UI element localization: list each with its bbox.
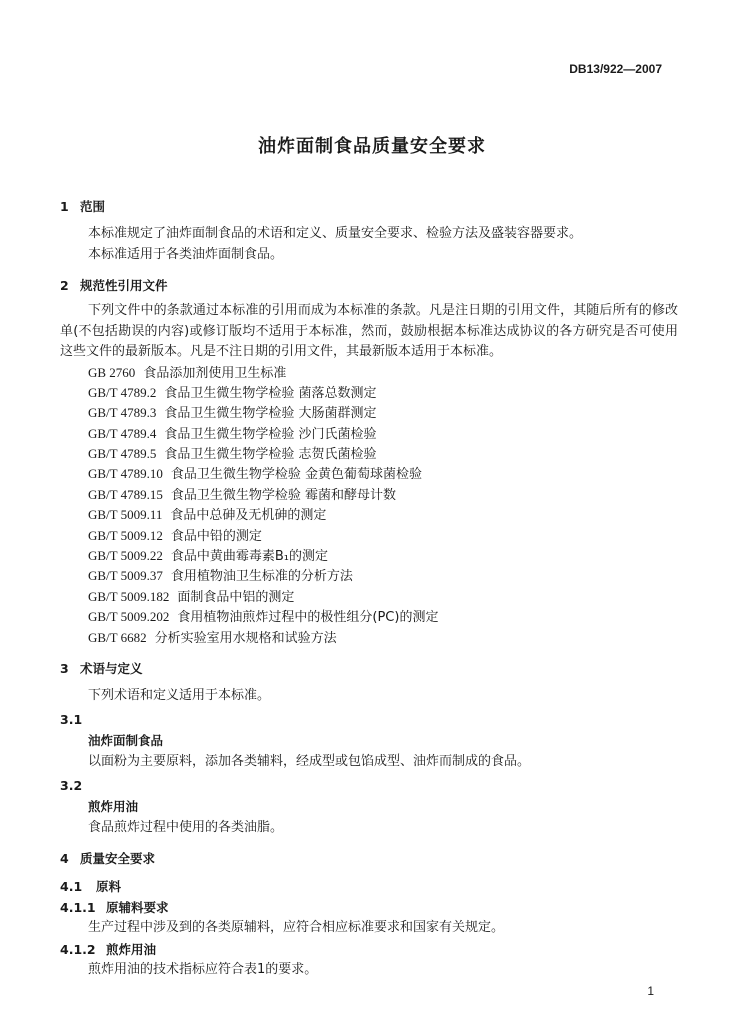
term-definition: 食品煎炸过程中使用的各类油脂。	[88, 820, 284, 836]
section-number: 2	[60, 278, 69, 293]
reference-item: GB/T 4789.5 食品卫生微生物学检验 志贺氏菌检验	[88, 446, 377, 463]
term-number: 3.2	[60, 778, 83, 794]
scope-paragraph-1: 本标准规定了油炸面制食品的术语和定义、质量安全要求、检验方法及盛装容器要求。	[88, 226, 583, 241]
document-body	[60, 196, 678, 980]
reference-item: GB/T 4789.3 食品卫生微生物学检验 大肠菌群测定	[88, 405, 377, 422]
section-title: 规范性引用文件	[80, 278, 168, 293]
subsection-4-1-2-heading: 4.1.2 煎炸用油	[60, 941, 157, 957]
reference-item: GB/T 4789.4 食品卫生微生物学检验 沙门氏菌检验	[88, 425, 377, 442]
document-title: 油炸面制食品质量安全要求	[258, 136, 486, 157]
subsection-4-1-heading: 4.1 原料	[60, 879, 122, 895]
section-title: 质量安全要求	[80, 851, 156, 867]
reference-item: GB/T 5009.12 食品中铅的测定	[88, 527, 262, 544]
term-name: 煎炸用油	[88, 799, 139, 815]
normative-references-intro: 下列文件中的条款通过本标准的引用而成为本标准的条款。凡是注日期的引用文件，其随后所有的修改单(不包括勘误的内容)或修订版均不适用于本标准，然而，鼓励根据本标准达成协议的各方研究是否可使用这些文件的最新版本。凡是不注日期的引用文件，其最新版本适用于本标准。	[60, 303, 678, 359]
section-3-heading	[60, 658, 678, 680]
subsection-4-1-2-text: 煎炸用油的技术指标应符合表1的要求。	[88, 961, 318, 977]
reference-item: GB/T 4789.2 食品卫生微生物学检验 菌落总数测定	[88, 384, 377, 401]
section-2-heading	[60, 275, 678, 297]
reference-item: GB/T 4789.15 食品卫生微生物学检验 霉菌和酵母计数	[88, 486, 397, 503]
page-number: 1	[647, 984, 654, 998]
section-number: 3	[60, 660, 69, 676]
subsection-4-1-1-text: 生产过程中涉及到的各类原辅料，应符合相应标准要求和国家有关规定。	[88, 920, 505, 936]
subsection-4-1-1-heading: 4.1.1 原辅料要求	[60, 900, 169, 916]
document-code: DB13/922—2007	[569, 62, 662, 76]
reference-list	[88, 363, 678, 648]
reference-item: GB/T 4789.10 食品卫生微生物学检验 金黄色葡萄球菌检验	[88, 466, 423, 483]
term-definition: 以面粉为主要原料，添加各类辅料，经成型或包馅成型、油炸而制成的食品。	[88, 754, 531, 770]
section-title: 范围	[80, 199, 106, 214]
reference-item: GB/T 5009.182 面制食品中铝的测定	[88, 588, 295, 605]
section-1-heading	[60, 196, 678, 218]
terms-intro: 下列术语和定义适用于本标准。	[88, 687, 271, 703]
section-number: 1	[60, 199, 69, 214]
reference-item: GB/T 5009.202 食用植物油煎炸过程中的极性组分(PC)的测定	[88, 609, 439, 626]
reference-item: GB 2760 食品添加剂使用卫生标准	[88, 364, 287, 381]
term-name: 油炸面制食品	[88, 733, 164, 749]
section-title: 术语与定义	[80, 660, 143, 676]
section-4-heading	[60, 848, 678, 870]
reference-item: GB/T 5009.22 食品中黄曲霉毒素B₁的测定	[88, 548, 329, 565]
section-number: 4	[60, 851, 69, 867]
reference-item: GB/T 6682 分析实验室用水规格和试验方法	[88, 629, 337, 646]
term-number: 3.1	[60, 712, 83, 728]
scope-paragraph-2: 本标准适用于各类油炸面制食品。	[88, 246, 284, 262]
reference-item: GB/T 5009.11 食品中总砷及无机砷的测定	[88, 507, 327, 524]
reference-item: GB/T 5009.37 食用植物油卫生标准的分析方法	[88, 568, 353, 585]
